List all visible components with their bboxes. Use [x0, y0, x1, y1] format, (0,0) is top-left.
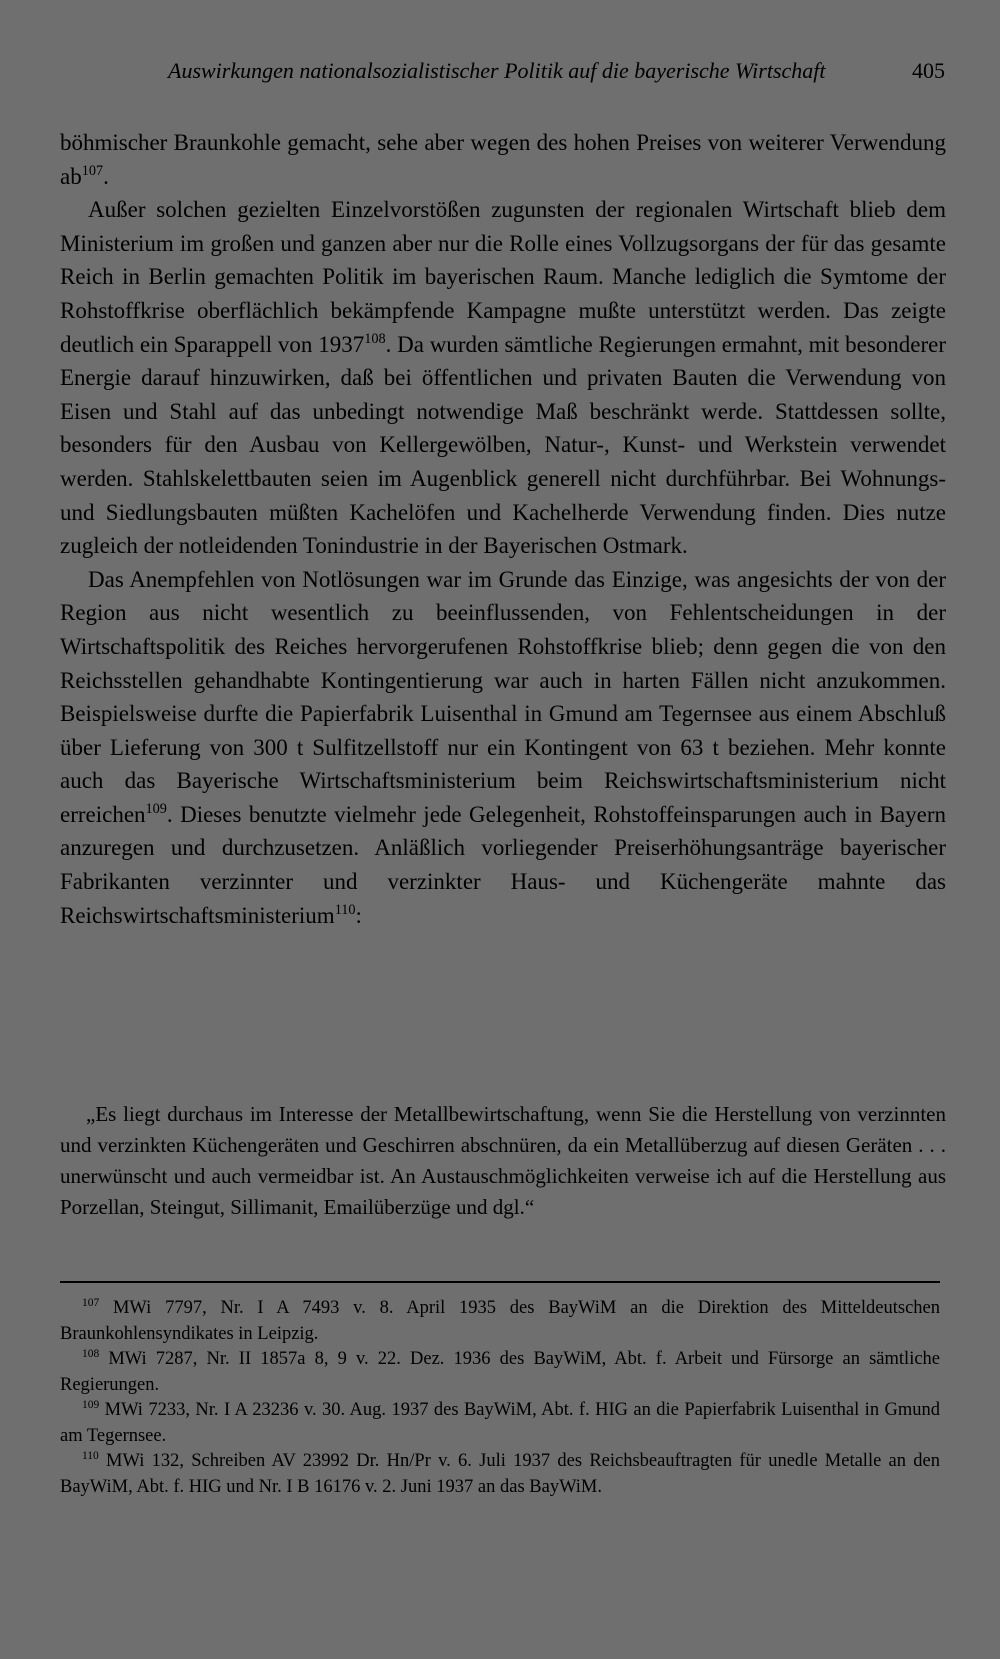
paragraph-1: [60, 126, 946, 193]
paragraph-1-text: böhmischer Braunkohle gemacht, sehe aber wegen des hohen Preises von weiterer Verwendung ab: [60, 130, 946, 189]
footnote-number: 110: [82, 1449, 99, 1462]
body-text: [60, 126, 946, 932]
footnotes: [60, 1296, 940, 1500]
paragraph-1-end: .: [103, 163, 109, 189]
footnote-text: MWi 7233, Nr. I A 23236 v. 30. Aug. 1937 des BayWiM, Abt. f. HIG an die Papierfabrik Luisenthal in Gmund am Tegernsee.: [60, 1400, 940, 1446]
block-quote: „Es liegt durchaus im Interesse der Metallbewirtschaftung, wenn Sie die Herstellung von verzinnten und verzinkten Küchengeräten und Geschirren abschnüren, da ein Metallüberzug auf diesen Geräten . . . unerwünscht und auch vermeidbar ist. An Austauschmöglichkeiten verweise ich auf die Herstellung aus Porzellan, Steingut, Sillimanit, Emailüberzüge und dgl.“: [60, 1102, 946, 1219]
footnote-divider: [60, 1281, 940, 1283]
paragraph-3-end: :: [355, 902, 362, 928]
paragraph-2-rest: . Da wurden sämtliche Regierungen ermahnt, mit besonderer Energie darauf hinzuwirken, daß bei öffentlichen und privaten Bauten die Verwendung von Eisen und Stahl auf das unbedingt notwendige Maß beschränkt werde. Stattdessen sollte, besonders für den Ausbau von Kellergewölben, Natur-, Kunst- und Werkstein verwendet werden. Stahlskelettbauten seien im Augenblick generell nicht durchführbar. Bei Wohnungs- und Siedlungsbauten müßten Kachelöfen und Kachelherde Verwendung finden. Dies nutze zugleich der notleidenden Tonindustrie in der Bayerischen Ostmark.: [60, 331, 947, 559]
paragraph-3-text: Das Anempfehlen von Notlösungen war im Grunde das Einzige, was angesichts der von der Region aus nicht wesentlich zu beeinflussenden, von Fehlentscheidungen in der Wirtschaftspolitik des Reiches hervorgerufenen Rohstoffkrise blieb; denn gegen die von den Reichsstellen gehandhabte Kontingentierung war auch in harten Fällen nicht anzukommen. Beispielsweise durfte die Papierfabrik Luisenthal in Gmund am Tegernsee aus einem Abschluß über Lieferung von 300 t Sulfitzellstoff nur ein Kontingent von 63 t beziehen. Mehr konnte auch das Bayerische Wirtschaftsministerium beim Reichswirtschaftsministerium nicht erreichen: [60, 566, 946, 827]
footnote-text: MWi 7287, Nr. II 1857a 8, 9 v. 22. Dez. 1936 des BayWiM, Abt. f. Arbeit und Fürsorge an sämtliche Regierungen.: [60, 1349, 941, 1395]
footnote-item: [60, 1449, 940, 1500]
paragraph-3-mid: . Dieses benutzte vielmehr jede Gelegenheit, Rohstoffeinsparungen auch in Bayern anzuregen und durchzusetzen. Anläßlich vorliegender Preiserhöhungsanträge bayerischer Fabrikanten verzinnter und verzinkter Haus- und Küchengeräte mahnte das Reichswirtschaftsministerium: [60, 801, 946, 928]
footnote-number: 108: [82, 1347, 100, 1360]
footnote-text: MWi 132, Schreiben AV 23992 Dr. Hn/Pr v. 6. Juli 1937 des Reichsbeauftragten für unedle Metalle an den BayWiM, Abt. f. HIG und Nr. I B 16176 v. 2. Juni 1937 an das BayWiM.: [60, 1451, 940, 1497]
footnote-text: MWi 7797, Nr. I A 7493 v. 8. April 1935 des BayWiM an die Direktion des Mitteldeutschen Braunkohlensyndikates in Leipzig.: [60, 1298, 940, 1344]
footnote-ref-109: 109: [145, 801, 167, 818]
running-title: Auswirkungen nationalsozialistischer Politik auf die bayerische Wirtschaft: [168, 58, 826, 83]
footnote-number: 109: [82, 1398, 100, 1411]
footnote-ref-108: 108: [364, 330, 386, 347]
footnote-ref-110: 110: [334, 901, 356, 918]
paragraph-3: [60, 563, 946, 933]
page-number: 405: [912, 58, 945, 83]
footnote-item: [60, 1347, 940, 1398]
footnote-number: 107: [82, 1296, 100, 1309]
paragraph-2: [60, 193, 946, 563]
footnote-item: [60, 1398, 940, 1449]
footnote-item: [60, 1296, 940, 1347]
running-head: [60, 58, 945, 92]
footnote-ref-107: 107: [81, 162, 104, 179]
paragraph-2-text: Außer solchen gezielten Einzelvorstößen zugunsten der regionalen Wirtschaft blieb dem Ministerium im großen und ganzen aber nur die Rolle eines Vollzugsorgans der für das gesamte Reich in Berlin gemachten Politik im bayerischen Raum. Manche lediglich die Symtome der Rohstoffkrise oberflächlich bekämpfende Kampagne mußte unterstützt werden. Das zeigte deutlich ein Sparappell von 1937: [60, 197, 946, 357]
